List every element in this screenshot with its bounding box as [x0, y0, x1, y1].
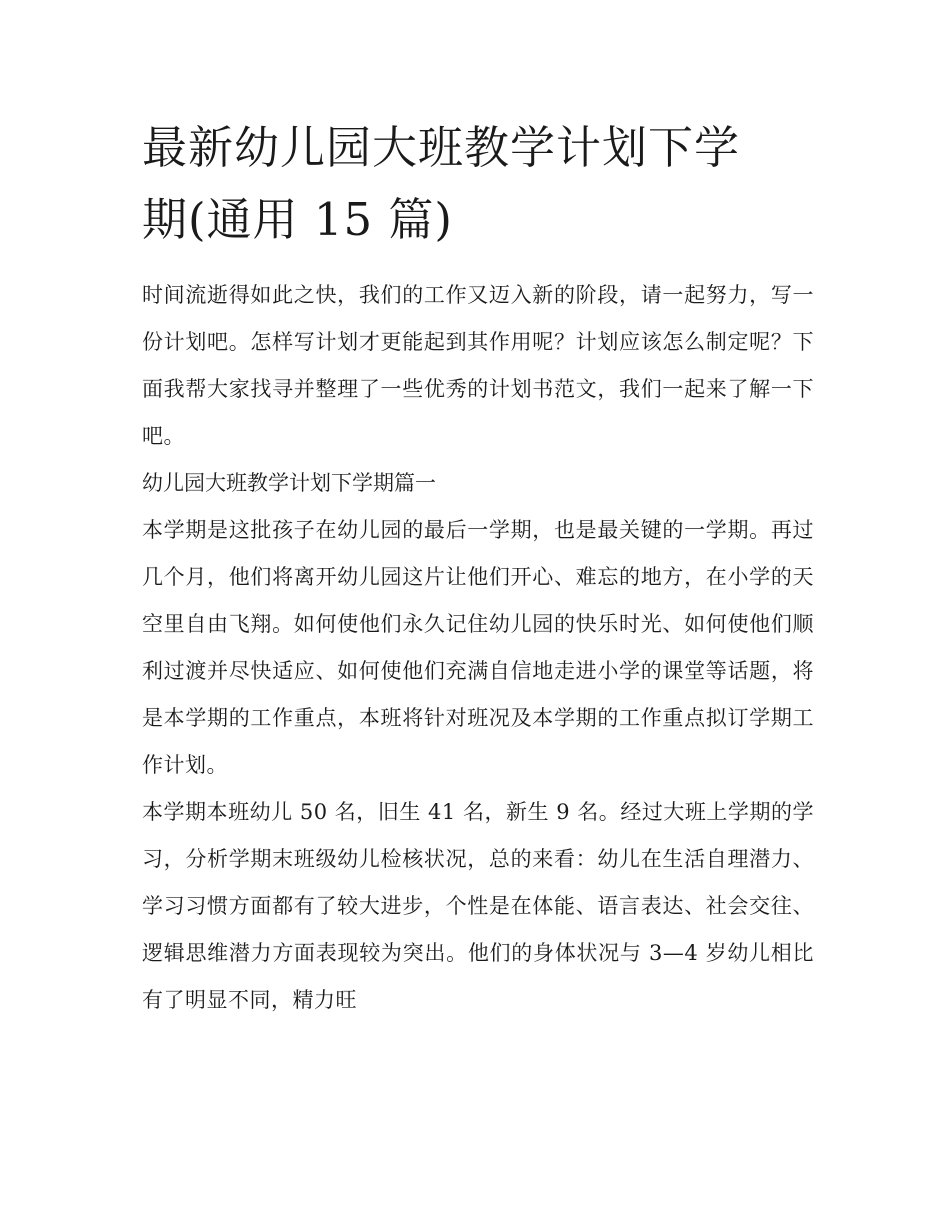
body-paragraph-2: 本学期本班幼儿 50 名，旧生 41 名，新生 9 名。经过大班上学期的学习，分析学期末班级幼儿检核状况，总的来看：幼儿在生活自理潜力、学习习惯方面都有了较大进步，个性是在体能、语言表达、社会交往、逻辑思维潜力方面表现较为突出。他们的身体状况与 3—4 岁幼儿相比有了明显不同，精力旺: [142, 800, 814, 1012]
document-title-line1: 最新幼儿园大班教学计划下学: [142, 121, 741, 174]
document-title: [142, 112, 814, 256]
document-title-line2: 期(通用 15 篇): [142, 193, 453, 246]
document-page: [142, 112, 814, 1024]
intro-paragraph: 时间流逝得如此之快，我们的工作又迈入新的阶段，请一起努力，写一份计划吧。怎样写计划才更能起到其作用呢？计划应该怎么制定呢？下面我帮大家找寻并整理了一些优秀的计划书范文，我们一起来了解一下吧。: [142, 283, 814, 448]
body-paragraph-1: 本学期是这批孩子在幼儿园的最后一学期，也是最关键的一学期。再过几个月，他们将离开幼儿园这片让他们开心、难忘的地方，在小学的天空里自由飞翔。如何使他们永久记住幼儿园的快乐时光、如何使他们顺利过渡并尽快适应、如何使他们充满自信地走进小学的课堂等话题，将是本学期的工作重点，本班将针对班况及本学期的工作重点拟订学期工作计划。: [142, 518, 814, 777]
section-heading: 幼儿园大班教学计划下学期篇一: [142, 471, 436, 495]
